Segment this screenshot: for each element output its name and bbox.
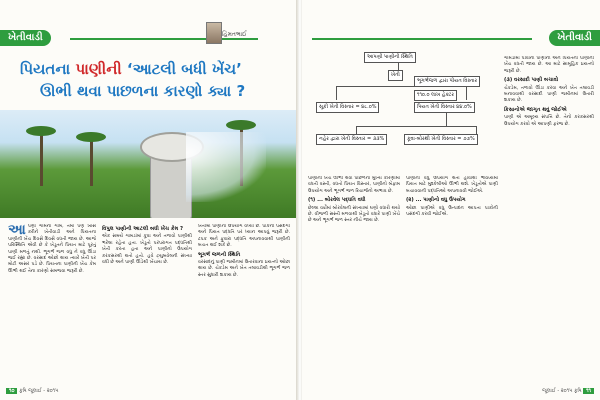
article-headline <box>20 58 288 102</box>
diagram-farming-box: ખેતી <box>388 70 403 81</box>
right-column-3 <box>504 56 594 384</box>
palm-frond <box>226 120 256 130</box>
magazine-name: કૃષિ <box>574 388 582 394</box>
column-text: પણા ગામના ગામ, તેમાં પણ ખાસ કરીને ખેતીવાડી અને પિયતના પાણીની ખેંચ દિવસે દિવસે વધતી જાય છે. આજે પરિસ્થિતિ એવી છે કે ખેડૂતને પિયત માટે પૂરતું પાણી મળતું નથી. ભૂગર્ભ જળ વધુ ને વધુ ઊંડા જઈ રહ્યા છે. વરસાદ ઓછો થાય ત્યારે ખેતી પર મોટી અસર પડે છે. પિયતના પાણીની ખેંચ કેમ ઊભી થઈ તેના કારણો સમજવા જરૂરી છે. <box>8 224 96 274</box>
column-text: ગામડાંમાં પીવાના પાણીની અને પિયતના પાણીની ખેંચ વધતી જાય છે. આ માટે સામૂહિક પ્રયત્નો જરૂરી છે. <box>504 56 594 74</box>
page-number: ૧૧ <box>583 388 594 394</box>
diagram-irrigated-box: પિયત ખેતી વિસ્તાર ૪૪.૦% <box>414 102 475 113</box>
connector <box>466 86 467 100</box>
column-subhead: (૨) ... પાણીનો વધુ ઉપયોગ <box>406 197 466 204</box>
diagram-canal-box: નહેર દ્વારા ખેતી વિસ્તાર = ૩૩% <box>316 134 387 145</box>
diagram-groundwater-box: ભૂગર્ભજળ દ્વારા પીયત વિસ્તાર <box>414 76 480 87</box>
column-text: પાણી એ અમૂલ્ય સંપત્તિ છે. તેનો કરકસરથી ઉપયોગ કરવો એ આપણી ફરજ છે. <box>504 115 594 127</box>
connector <box>446 112 447 126</box>
palm-trunk <box>40 131 43 186</box>
right-column-1 <box>308 176 400 384</box>
water-status-diagram <box>316 52 486 170</box>
column-text: વરસાદનું પાણી જમીનમાં ઉતારવાના પ્રયત્નો ઓછા થાય છે. ચેકડેમ અને ખેત તલાવડીથી ભૂગર્ભ જળ સ્તર સુધારી શકાય છે. <box>198 260 290 278</box>
column-text: પાણીની ખેંચ ઊભી થવા પાછળના મુખ્ય કારણોમાં વધતી વસ્તી, વધતો પિયત વિસ્તાર, પાણીનો બેફામ ઉપયોગ અને ભૂગર્ભ જળ રિચાર્જનો અભાવ છે. <box>308 176 400 194</box>
headline-line-1 <box>20 58 288 80</box>
author-name: હિંમતભાઈ <box>222 31 247 38</box>
diagram-top-box: આપણી પાણીની સ્થિતિ <box>364 52 416 63</box>
page-number: ૧૦ <box>6 388 17 394</box>
left-column-2 <box>102 224 192 384</box>
headline-line-2: ઊભી થવા પાછળના કારણો ક્યા ? <box>40 82 246 100</box>
column-subhead: (૧) ... બોરવેલ પદ્ધતિ વધી <box>308 197 366 204</box>
column-text: ઓછા પાણીએ વધુ ઉત્પાદન આપતા પાકોની પસંદગી કરવી જોઈએ. <box>406 205 498 218</box>
headline-part-3: ‘આટલી બધી ખેંચ’ <box>121 60 242 78</box>
diagram-well-box: કૂવા-બોરથી ખેતી વિસ્તાર = ૭૭% <box>404 134 478 145</box>
section-tab-left: ખેતીવાડી <box>0 30 51 46</box>
connector <box>398 62 399 70</box>
headline-part-2: પાણીની <box>75 60 122 78</box>
column-subhead: વિપુલ પાણીની આટલી બધી ખેંચ કેમ ? <box>102 226 184 232</box>
left-page <box>0 0 298 400</box>
issue-date: જૂલાઈ - ૨૦૧૫ <box>542 388 573 394</box>
issue-date: જૂલાઈ - ૨૦૧૫ <box>28 388 59 394</box>
connector <box>476 126 477 134</box>
palm-frond <box>26 126 56 136</box>
diagram-value-box: ૧૧૦.૦ લાખ હેક્ટર <box>414 90 457 101</box>
left-column-1 <box>8 224 96 384</box>
column-text: ખેતીમાં પાણીનો ઉપયોગ વધ્યો છે. પાકની પસંદગી અને પિયત પદ્ધતિ પર ધ્યાન આપવું જરૂરી છે. ટપક અને ફુવારા પદ્ધતિ અપનાવવાથી પાણીની બચત થઈ શકે છે. <box>198 224 290 249</box>
right-column-2 <box>406 176 498 384</box>
diagram-dry-farming-box: સૂકી ખેતી વિસ્તાર = ૪૮.૦% <box>316 102 379 113</box>
column-subhead: (૩) વરસાદી પાણી બચાવો <box>504 77 559 84</box>
column-text: પાણીનો વધુ ઉપયોગ થતો હોવાથી ભવિષ્યમાં પિયત માટે મુશ્કેલીઓ ઊભી થશે. ખેડૂતોએ પાણી બચાવવાની પદ્ધતિઓ અપનાવવી જોઈએ. <box>406 176 498 194</box>
section-rule-right <box>312 38 532 40</box>
magazine-name: કૃષિ <box>19 388 27 394</box>
column-subhead: કિસાનોએ જાગૃત થવું જોઈએ <box>504 106 567 113</box>
right-footer <box>542 388 594 394</box>
author-photo <box>206 22 222 44</box>
column-text: ચેકડેમ, તળાવો ઊંડા કરવા અને ખેત તલાવડી બનાવવાથી વરસાદી પાણી જમીનમાં ઉતારી શકાય છે. <box>504 85 594 104</box>
connector <box>336 86 337 100</box>
palm-frond <box>76 132 106 142</box>
irrigation-pipe-photo <box>0 110 298 218</box>
right-page <box>302 0 600 400</box>
palm-trunk <box>90 136 93 186</box>
left-column-3 <box>198 224 290 384</box>
column-text: એક સમયે ગામડાંમાં કૂવા અને તળાવો પાણીથી ભરેલા રહેતા હતા. ખેડૂતો પરંપરાગત પદ્ધતિથી ખેતી કરતા હતા અને પાણીનો ઉપયોગ કરકસરથી થતો હતો. હવે ટ્યુબવેલની સંખ્યા વધી છે અને પાણી ઊંડેથી ખેંચાય છે. <box>102 234 192 266</box>
water-stream <box>186 132 266 202</box>
section-tab-right: ખેતીવાડી <box>549 30 600 46</box>
connector <box>356 126 476 127</box>
column-subhead: ભૂગર્ભ જળની સ્થિતિ <box>198 251 241 258</box>
headline-part-1: પિયતના <box>20 60 76 78</box>
left-footer <box>6 388 58 394</box>
column-text: છેલ્લા વર્ષોમાં બોરવેલની સંખ્યામાં ઘણો વધારો થયો છે. વીજળી સસ્તી મળવાથી ખેડૂતો વધારે પાણી ખેંચે છે અને ભૂગર્ભ જળ સ્તર નીચે જાય છે. <box>308 205 400 224</box>
drop-cap: આ <box>8 224 26 238</box>
connector <box>356 126 357 134</box>
